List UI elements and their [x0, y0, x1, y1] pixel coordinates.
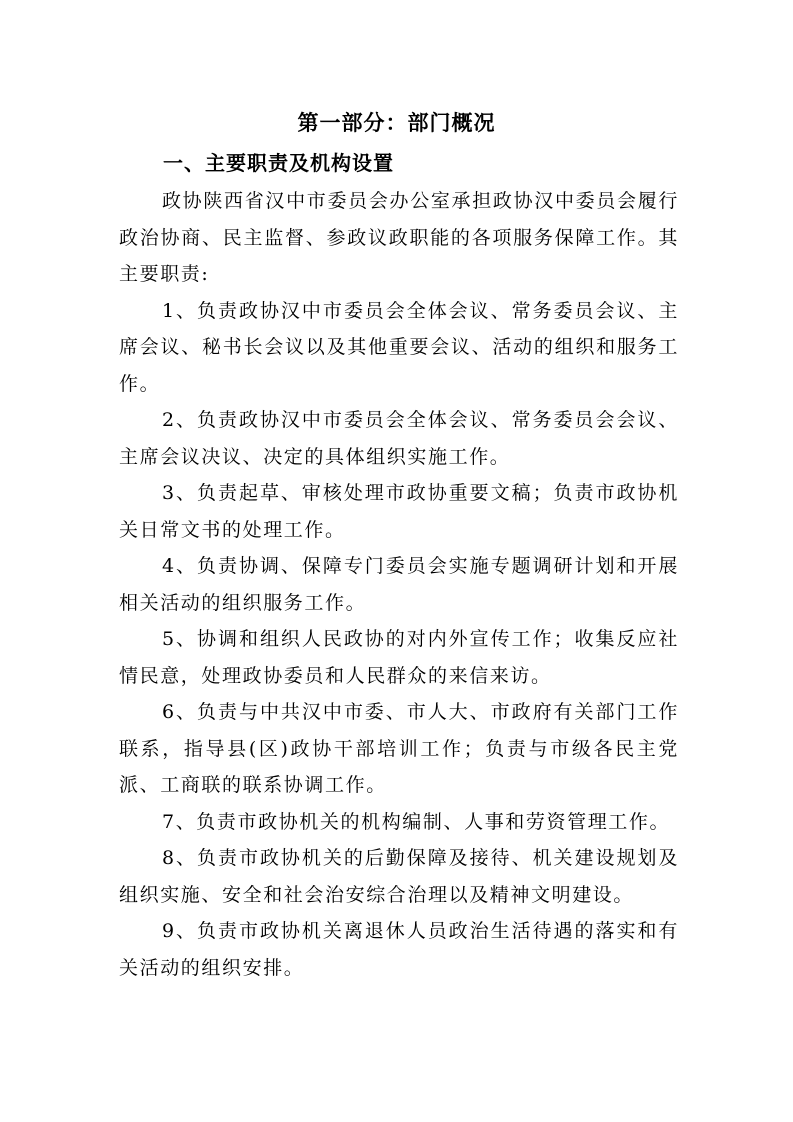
- duty-item-9: 9、负责市政协机关离退休人员政治生活待遇的落实和有关活动的组织安排。: [119, 920, 679, 979]
- duty-item-6: 6、负责与中共汉中市委、市人大、市政府有关部门工作联系，指导县(区)政协干部培训工作；负责与市级各民主党派、工商联的联系协调工作。: [119, 701, 679, 796]
- intro-paragraph: 政协陕西省汉中市委员会办公室承担政协汉中委员会履行政治协商、民主监督、参政议政职能的各项服务保障工作。其主要职责:: [119, 190, 679, 285]
- duty-item-3: 3、负责起草、审核处理市政协重要文稿；负责市政协机关日常文书的处理工作。: [119, 482, 679, 541]
- duty-item-8: 8、负责市政协机关的后勤保障及接待、机关建设规划及组织实施、安全和社会治安综合治理以及精神文明建设。: [119, 847, 679, 906]
- page-title: 第一部分：部门概况: [297, 111, 496, 135]
- duty-item-4: 4、负责协调、保障专门委员会实施专题调研计划和开展相关活动的组织服务工作。: [119, 555, 679, 614]
- duty-item-5: 5、协调和组织人民政协的对内外宣传工作；收集反应社情民意，处理政协委员和人民群众的来信来访。: [119, 628, 679, 687]
- duty-item-1: 1、负责政协汉中市委员会全体会议、常务委员会议、主席会议、秘书长会议以及其他重要会议、活动的组织和服务工作。: [119, 299, 679, 395]
- duty-item-2: 2、负责政协汉中市委员会全体会议、常务委员会会议、主席会议决议、决定的具体组织实施工作。: [119, 409, 679, 468]
- body-text: [119, 183, 679, 986]
- duty-item-7: 7、负责市政协机关的机构编制、人事和劳资管理工作。: [162, 810, 671, 833]
- section-heading: 一、主要职责及机构设置: [163, 151, 394, 175]
